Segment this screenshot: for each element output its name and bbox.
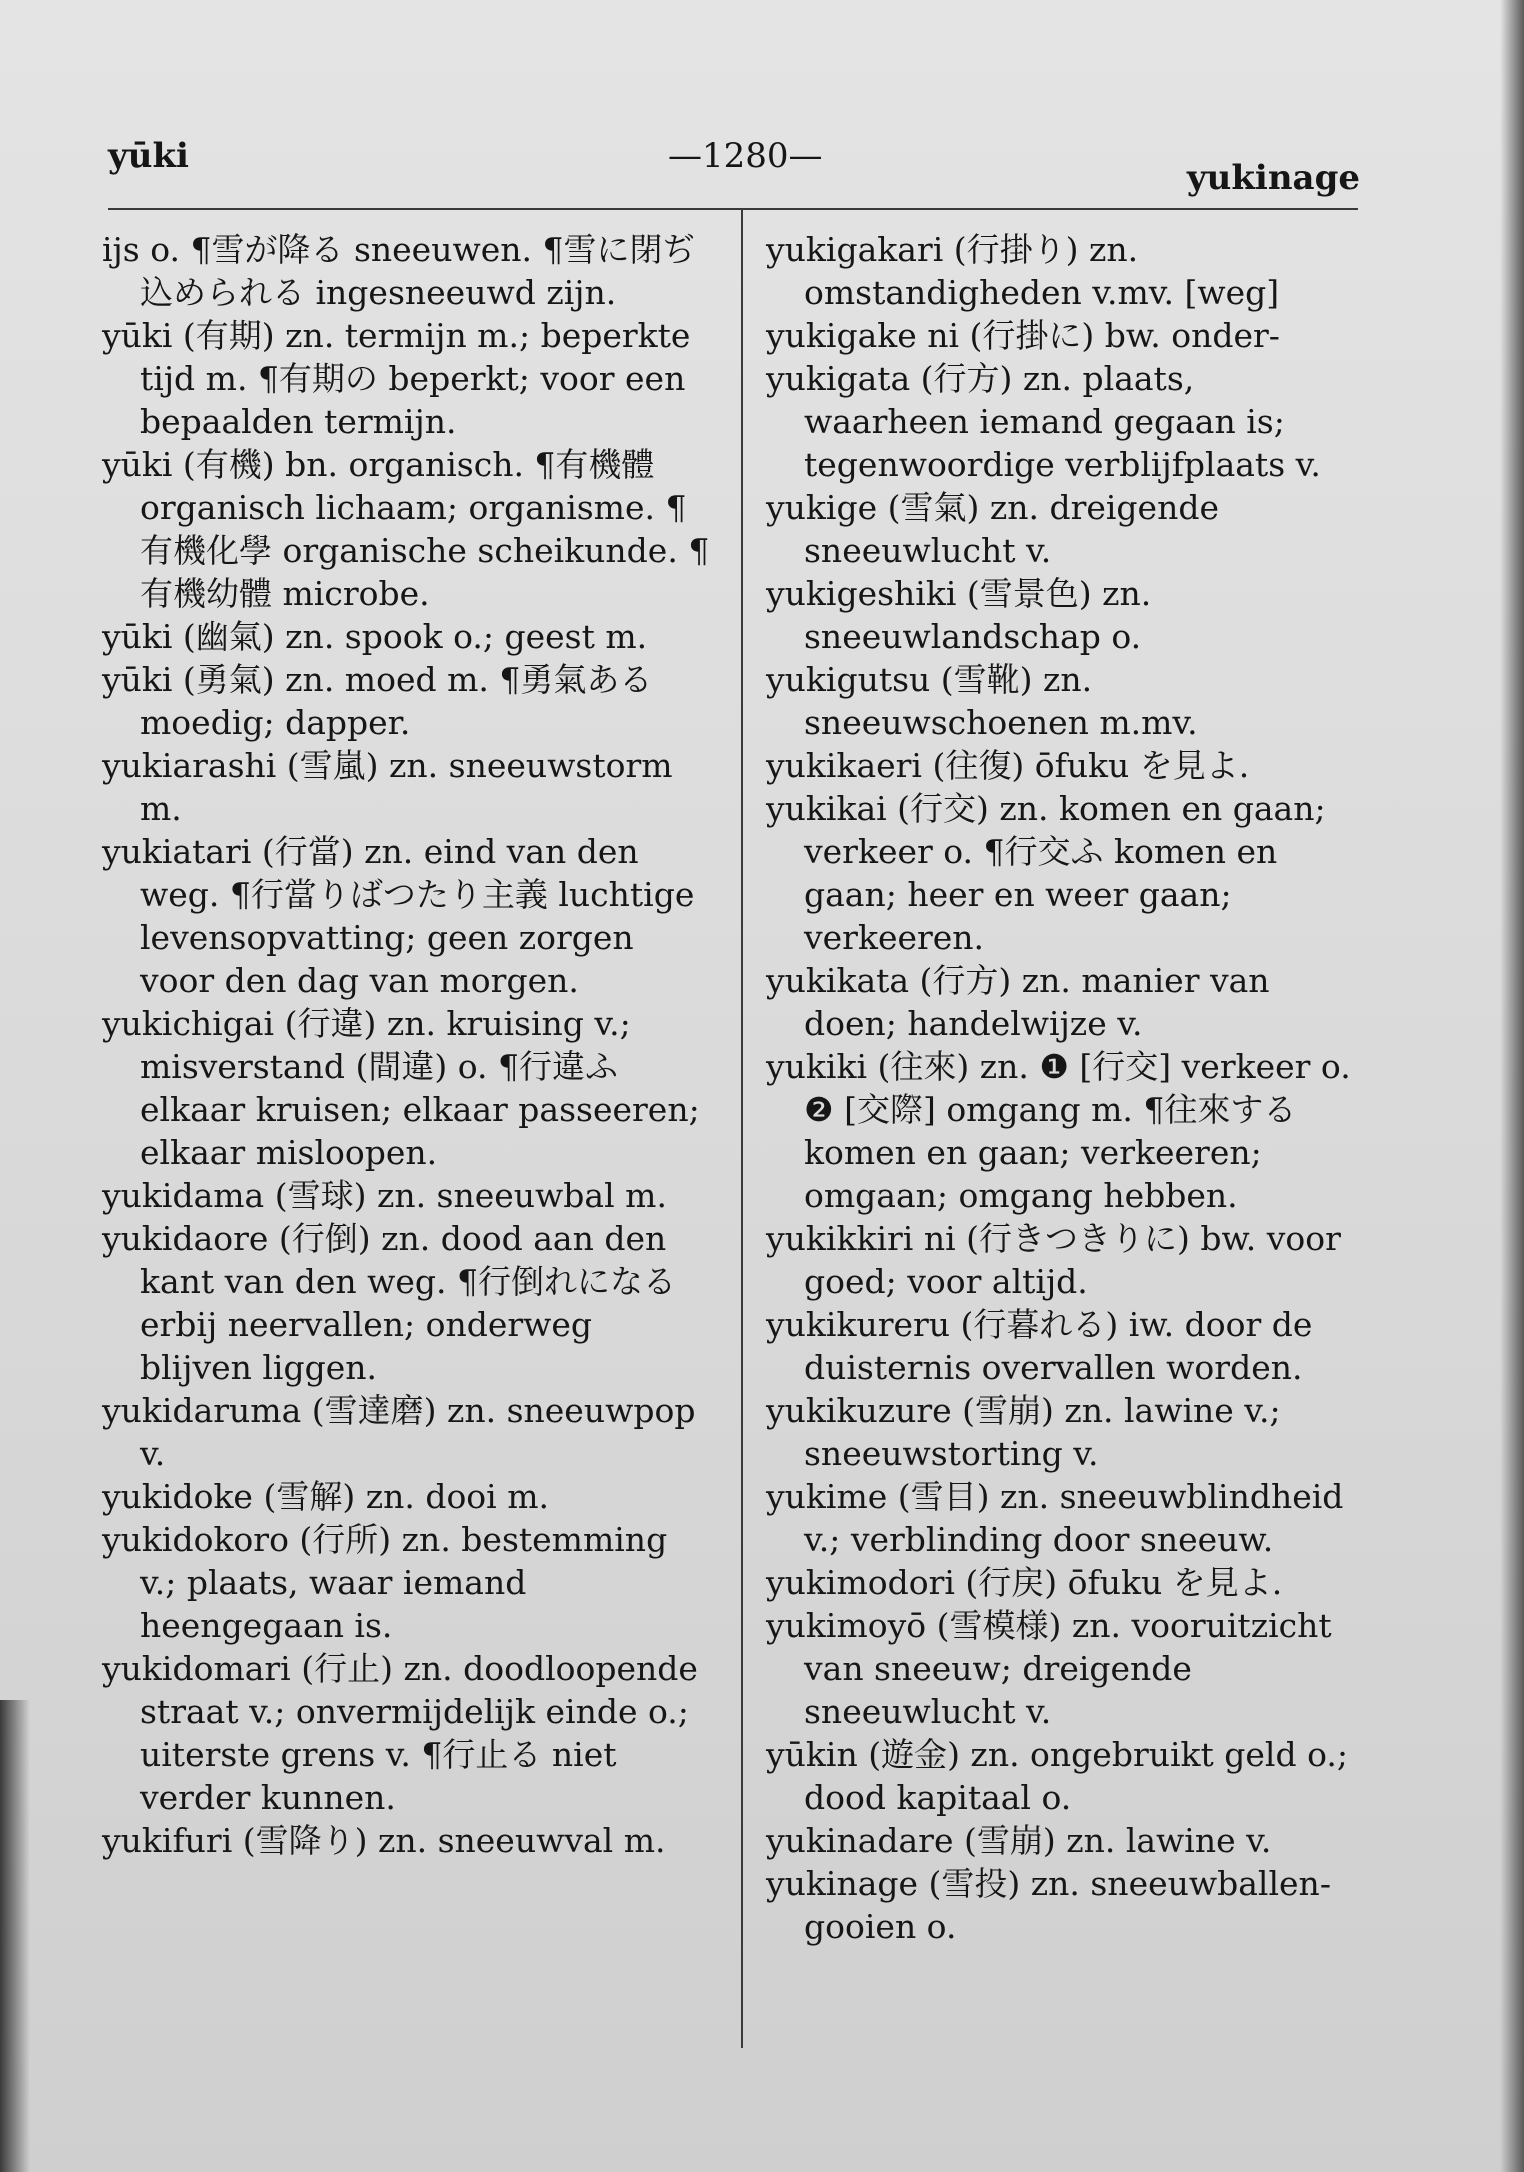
dictionary-entry: yukige (雪氣) zn. dreigende sneeuwlucht v.	[766, 488, 1219, 570]
dictionary-entry: yukidokoro (行所) zn. bestemming v.; plaats, waar iemand heengegaan is.	[102, 1520, 668, 1645]
dictionary-entry: yūki (幽氣) zn. spook o.; geest m.	[102, 617, 648, 656]
dictionary-entry: yukidama (雪球) zn. sneeuwbal m.	[102, 1176, 667, 1215]
dictionary-entry: yukidaruma (雪達磨) zn. sneeuwpop v.	[102, 1391, 696, 1473]
dictionary-entry: yukidaore (行倒) zn. dood aan den kant van den weg. ¶行倒れになる erbij neervallen; onderweg blijven liggen.	[102, 1219, 677, 1387]
dictionary-entry: ijs o. ¶雪が降る sneeuwen. ¶雪に閉ぢ込められる ingesneeuwd zijn.	[102, 230, 696, 312]
dictionary-entry: yukiatari (行當) zn. eind van den weg. ¶行當りばつたり主義 luchtige levensopvatting; geen zorgen voor den dag van morgen.	[102, 832, 695, 1000]
right-column	[766, 228, 1366, 1948]
left-column	[102, 228, 712, 1862]
dictionary-entry: yukigake ni (行掛に) bw. onder-	[766, 316, 1280, 355]
running-head-left: yūki	[108, 136, 189, 176]
dictionary-entry: yukikureru (行暮れる) iw. door de duisternis overvallen worden.	[766, 1305, 1313, 1387]
dictionary-entry: yukimoyō (雪模様) zn. vooruitzicht van sneeuw; dreigende sneeuwlucht v.	[766, 1606, 1332, 1731]
dictionary-entry: yukichigai (行違) zn. kruising v.; misverstand (間違) o. ¶行違ふ elkaar kruisen; elkaar passeeren; elkaar misloopen.	[102, 1004, 700, 1172]
dictionary-entry: yukimodori (行戻) ōfuku を見よ.	[766, 1563, 1283, 1602]
dictionary-entry: yukigata (行方) zn. plaats, waarheen iemand gegaan is; tegenwoordige verblijfplaats v.	[766, 359, 1321, 484]
dictionary-entry: yukikai (行交) zn. komen en gaan; verkeer o. ¶行交ふ komen en gaan; heer en weer gaan; verkeeren.	[766, 789, 1326, 957]
dictionary-entry: yukikkiri ni (行きつきりに) bw. voor goed; voor altijd.	[766, 1219, 1341, 1301]
dictionary-entry: yukifuri (雪降り) zn. sneeuwval m.	[102, 1821, 666, 1860]
page-edge-shadow	[1500, 0, 1524, 2172]
dictionary-entry: yukinage (雪投) zn. sneeuwballen-gooien o.	[766, 1864, 1331, 1946]
dictionary-entry: yukigakari (行掛り) zn. omstandigheden v.mv. [weg]	[766, 230, 1280, 312]
dictionary-entry: yukidoke (雪解) zn. dooi m.	[102, 1477, 549, 1516]
dictionary-entry: yūki (勇氣) zn. moed m. ¶勇氣ある moedig; dapper.	[102, 660, 653, 742]
header-rule	[108, 208, 1358, 210]
dictionary-entry: yūki (有期) zn. termijn m.; beperkte tijd m. ¶有期の beperkt; voor een bepaalden termijn.	[102, 316, 691, 441]
dictionary-entry: yukidomari (行止) zn. doodloopende straat v.; onvermijdelijk einde o.; uiterste grens v. ¶行止る niet verder kunnen.	[102, 1649, 698, 1817]
dictionary-entry: yukiki (往來) zn. ❶ [行交] verkeer o. ❷ [交際] omgang m. ¶往來する komen en gaan; verkeeren; omgaan; omgang hebben.	[766, 1047, 1351, 1215]
dictionary-entry: yūkin (遊金) zn. ongebruikt geld o.; dood kapitaal o.	[766, 1735, 1348, 1817]
dictionary-entry: yukikata (行方) zn. manier van doen; handelwijze v.	[766, 961, 1270, 1043]
dictionary-entry: yūki (有機) bn. organisch. ¶有機體 organisch lichaam; organisme. ¶有機化學 organische scheikunde. ¶有機幼體 microbe.	[102, 445, 710, 613]
dictionary-entry: yukikuzure (雪崩) zn. lawine v.; sneeuwstorting v.	[766, 1391, 1281, 1473]
dictionary-entry: yukiarashi (雪嵐) zn. sneeuwstorm m.	[102, 746, 673, 828]
binding-shadow	[0, 1700, 30, 2172]
running-head-right: yukinage	[1186, 158, 1360, 198]
dictionary-entry: yukigeshiki (雪景色) zn. sneeuwlandschap o.	[766, 574, 1152, 656]
page-number: —1280—	[668, 136, 823, 176]
dictionary-entry: yukikaeri (往復) ōfuku を見よ.	[766, 746, 1250, 785]
dictionary-entry: yukime (雪目) zn. sneeuwblindheid v.; verblinding door sneeuw.	[766, 1477, 1344, 1559]
dictionary-entry: yukinadare (雪崩) zn. lawine v.	[766, 1821, 1272, 1860]
dictionary-entry: yukigutsu (雪靴) zn. sneeuwschoenen m.mv.	[766, 660, 1198, 742]
column-divider	[741, 208, 743, 2048]
